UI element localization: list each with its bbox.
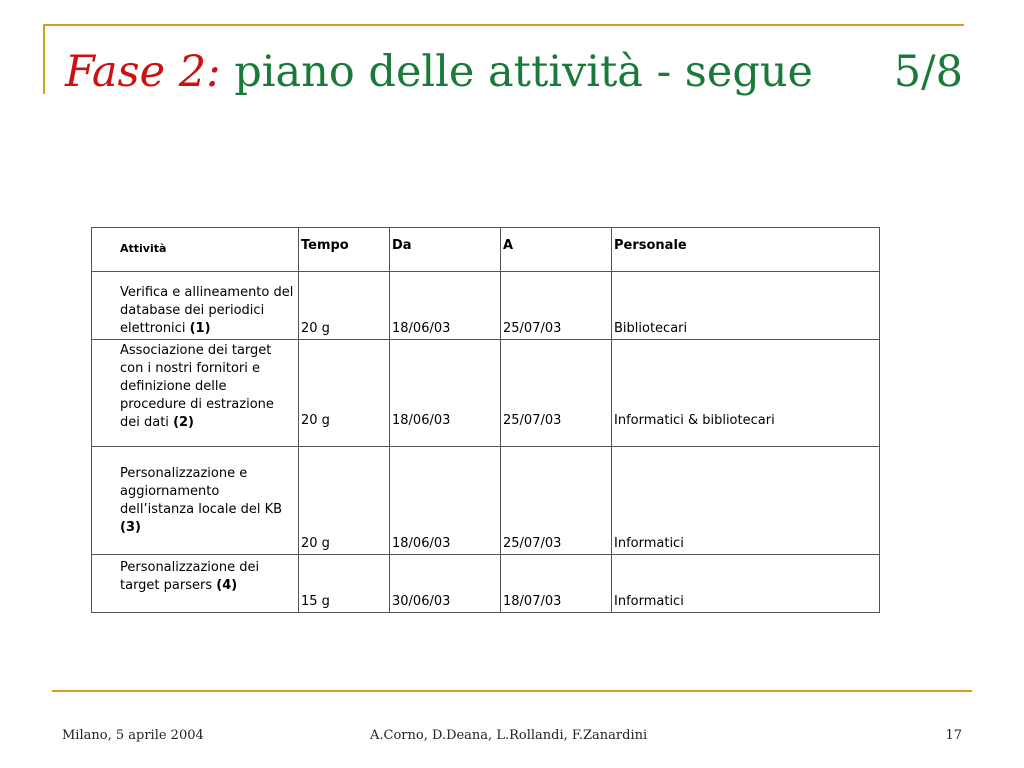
row-activity-text: Associazione dei target con i nostri fornitori e definizione delle procedure di estrazione dei dati: [120, 343, 274, 430]
table-row: [92, 272, 880, 340]
row-from: 18/06/03: [390, 272, 501, 340]
row-staff: Informatici: [612, 555, 880, 613]
row-from: 18/06/03: [390, 340, 501, 447]
footer-date: Milano, 5 aprile 2004: [62, 728, 204, 743]
row-staff: Bibliotecari: [612, 272, 880, 340]
top-border-line: [43, 24, 964, 26]
header-time: Tempo: [299, 228, 390, 272]
row-ref: (4): [216, 578, 238, 593]
row-activity-text: Personalizzazione dei target parsers: [120, 560, 260, 593]
header-from: Da: [390, 228, 501, 272]
row-activity: [92, 272, 299, 340]
footer-authors: A.Corno, D.Deana, L.Rollandi, F.Zanardini: [370, 728, 648, 743]
header-staff: Personale: [612, 228, 880, 272]
slide-title: [65, 44, 963, 100]
title-page-indicator: 5/8: [893, 47, 963, 97]
row-ref: (3): [120, 520, 141, 535]
row-time: 20 g: [299, 447, 390, 555]
row-ref: (2): [173, 415, 194, 430]
row-to: 25/07/03: [501, 340, 612, 447]
row-from: 30/06/03: [390, 555, 501, 613]
header-activity: Attività: [92, 228, 299, 272]
table-header-row: [92, 228, 880, 272]
row-time: 20 g: [299, 272, 390, 340]
row-staff: Informatici & bibliotecari: [612, 340, 880, 447]
footer-page-number: 17: [945, 728, 962, 743]
table-row: [92, 555, 880, 613]
row-activity-text: Verifica e allineamento del database dei periodici elettronici: [120, 285, 294, 336]
row-ref: (1): [189, 321, 211, 336]
activity-plan-table: [91, 227, 880, 613]
header-to: A: [501, 228, 612, 272]
row-activity-text: Personalizzazione e aggiornamento dell’istanza locale del KB: [120, 466, 283, 517]
row-time: 20 g: [299, 340, 390, 447]
row-to: 25/07/03: [501, 447, 612, 555]
row-activity: [92, 555, 299, 613]
table-row: [92, 340, 880, 447]
row-to: 25/07/03: [501, 272, 612, 340]
row-activity: [92, 340, 299, 447]
row-to: 18/07/03: [501, 555, 612, 613]
title-text: piano delle attività - segue: [234, 47, 813, 97]
row-time: 15 g: [299, 555, 390, 613]
row-staff: Informatici: [612, 447, 880, 555]
footer-divider: [52, 690, 972, 692]
row-from: 18/06/03: [390, 447, 501, 555]
row-activity: [92, 447, 299, 555]
title-phase: Fase 2:: [65, 47, 221, 97]
left-border-line: [43, 24, 45, 94]
table-row: [92, 447, 880, 555]
